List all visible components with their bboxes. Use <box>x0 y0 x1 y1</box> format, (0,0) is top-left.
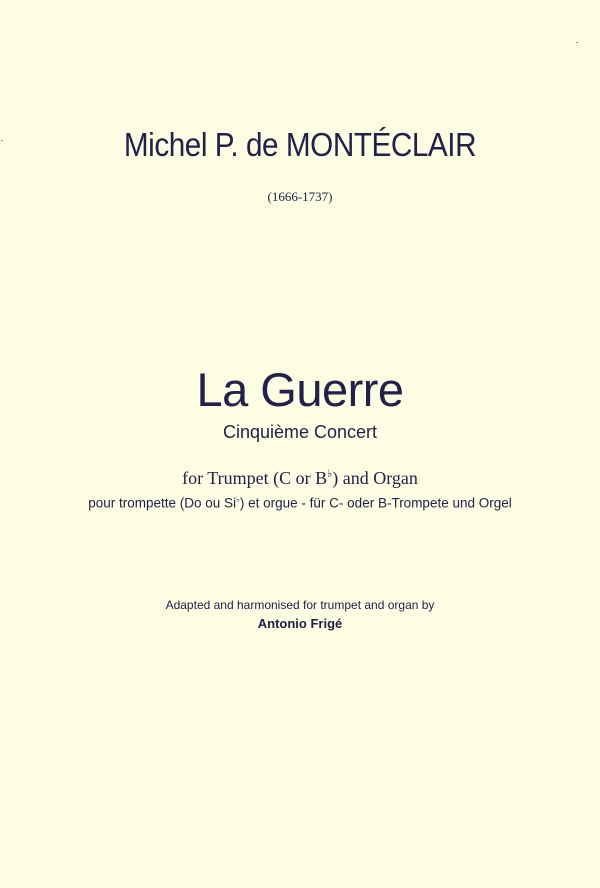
arranger-name: Antonio Frigé <box>257 616 343 631</box>
paper-speck <box>576 42 578 43</box>
instrumentation-english <box>0 467 600 489</box>
instrumentation-french-german-text-end: ) et orgue - für C- oder B-Trompete und Orgel <box>239 495 512 511</box>
instrumentation-french-text: pour trompette (Do ou Si <box>88 495 237 511</box>
work-title: La Guerre <box>196 363 404 416</box>
composer-dates: (1666-1737) <box>267 189 333 204</box>
instrumentation-french-german <box>0 494 600 510</box>
adaptation-credit: Adapted and harmonised for trumpet and organ by <box>165 598 435 612</box>
work-subtitle: Cinquième Concert <box>222 422 378 442</box>
flat-sign: ♭ <box>327 468 333 480</box>
instrumentation-english-text-end: ) and Organ <box>332 468 418 489</box>
paper-speck <box>1 140 3 141</box>
flat-sign: ♭ <box>236 495 240 504</box>
instrumentation-english-text: for Trumpet (C or B <box>182 468 328 489</box>
composer-name: Michel P. de MONTÉCLAIR <box>123 126 477 163</box>
